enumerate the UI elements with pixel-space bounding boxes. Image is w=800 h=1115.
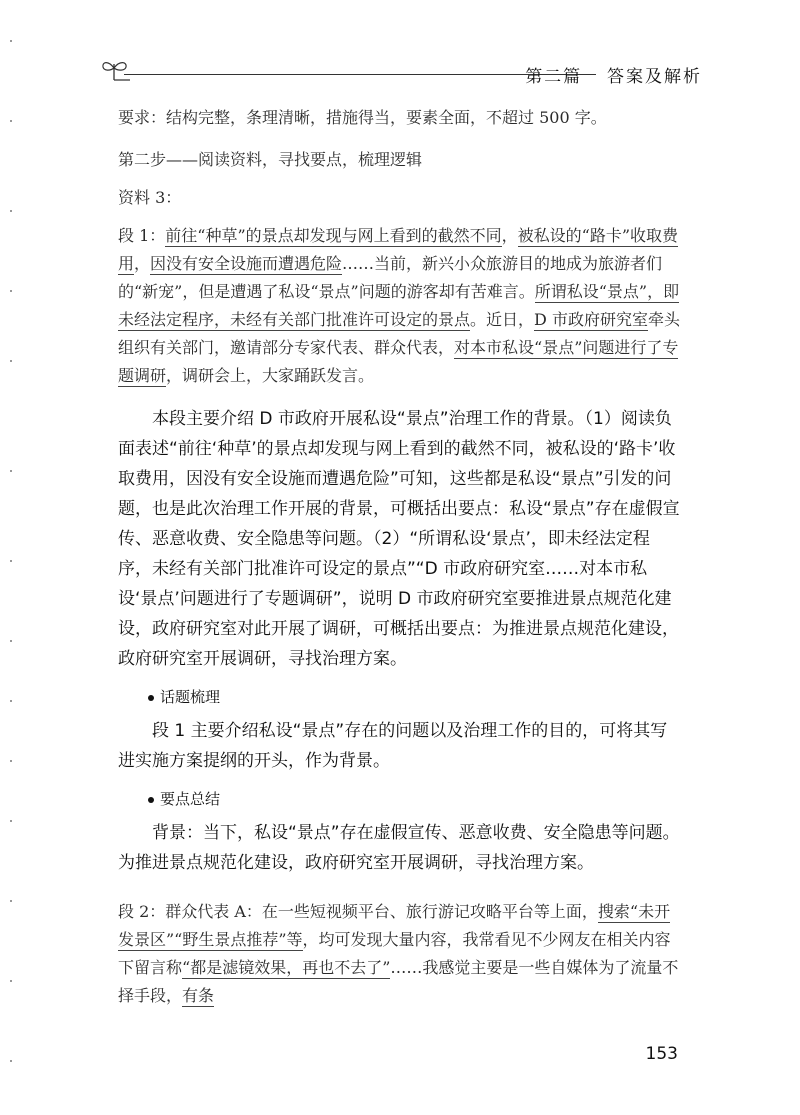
page-header (92, 58, 702, 88)
paragraph-prefix: 段 2：群众代表 A：在一些短视频平台、旅行游记攻略平台等上面， (118, 902, 598, 921)
analysis-paragraph: 本段主要介绍 D 市政府开展私设“景点”治理工作的背景。（1）阅读负面表述“前往‘种草’的景点却发现与网上看到的截然不同，被私设的‘路卡’收取费用，因没有安全设施而遭遇危险”可知，这些都是私设“景点”引发的问题，也是此次治理工作开展的背景，可概括出要点：私设“景点”存在虚假宣传、恶意收费、安全隐患等问题。（2）“所谓私设‘景点’，即未经法定程序，未经有关部门批准许可设定的景点”“D 市政府研究室……对本市私设‘景点’问题进行了专题调研”，说明 D 市政府研究室要推进景点规范化建设，政府研究室对此开展了调研，可概括出要点：为推进景点规范化建设，政府研究室开展调研，寻找治理方案。 (118, 409, 680, 669)
underlined-phrase: 所谓私设“景点”，即未经法定程序，未经有关部门批准许可设定的景点 (118, 282, 680, 329)
underlined-phrase: 被私设的“路卡”收取费用 (118, 226, 679, 273)
paragraph-prefix: 段 1： (118, 226, 166, 245)
material-paragraph-2 (118, 898, 680, 1010)
topic-heading (118, 684, 680, 710)
text-run: 。近日， (470, 310, 535, 329)
header-section: 第二篇 (525, 67, 583, 87)
material-label: 资料 3： (118, 188, 182, 207)
underlined-phrase: 对本市私设“景点”问题进行了专题调研 (118, 338, 679, 385)
underlined-phrase: 搜索“未开发景区”“野生景点推荐”等 (118, 902, 671, 949)
bullet-icon (148, 695, 154, 701)
underlined-phrase: 因没有安全设施而遭遇危险 (150, 254, 343, 273)
summary-heading (118, 786, 680, 812)
text-run: ，均可发现大量内容，我常看见不少网友在相关内容下留言称 (118, 930, 671, 977)
text-run: ……当前，新兴小众旅游目的地成为旅游者们的“新宠”，但是遭遇了私设“景点”问题的游客却有苦难言。 (118, 254, 663, 301)
text-run: ，调研会上，大家踊跃发言。 (166, 366, 375, 385)
topic-heading-label: 话题梳理 (160, 688, 221, 706)
summary-heading-label: 要点总结 (160, 790, 221, 808)
underlined-phrase: 前往“种草”的景点却发现与网上看到的截然不同 (165, 226, 502, 245)
underlined-phrase: 有条 (182, 986, 215, 1005)
page-content (118, 104, 680, 1010)
page-number: 153 (645, 1044, 678, 1064)
bullet-icon (148, 797, 154, 803)
text-run: ……我感觉主要是一些自媒体为了流量不择手段， (118, 958, 679, 1005)
material-paragraph-1 (118, 222, 680, 390)
topic-body: 段 1 主要介绍私设“景点”存在的问题以及治理工作的目的，可将其写进实施方案提纲的开头，作为背景。 (118, 721, 668, 771)
sprout-icon (100, 58, 130, 82)
underlined-phrase: “都是滤镜效果，再也不去了” (182, 958, 391, 977)
step-title: 第二步——阅读资料，寻找要点，梳理逻辑 (118, 150, 423, 169)
scan-margin-marks (8, 0, 16, 1115)
requirement-text: 要求：结构完整，条理清晰，措施得当，要素全面，不超过 500 字。 (118, 108, 607, 127)
underlined-phrase: D 市政府研究室 (534, 310, 648, 329)
text-run: 牵头组织有关部门，邀请部分专家代表、群众代表， (118, 310, 680, 357)
text-run: ， (134, 254, 151, 273)
summary-body: 背景：当下，私设“景点”存在虚假宣传、恶意收费、安全隐患等问题。为推进景点规范化建设，政府研究室开展调研，寻找治理方案。 (118, 823, 680, 873)
header-title (525, 62, 702, 87)
text-run: ， (501, 226, 518, 245)
header-chapter-title: 答案及解析 (607, 67, 702, 87)
